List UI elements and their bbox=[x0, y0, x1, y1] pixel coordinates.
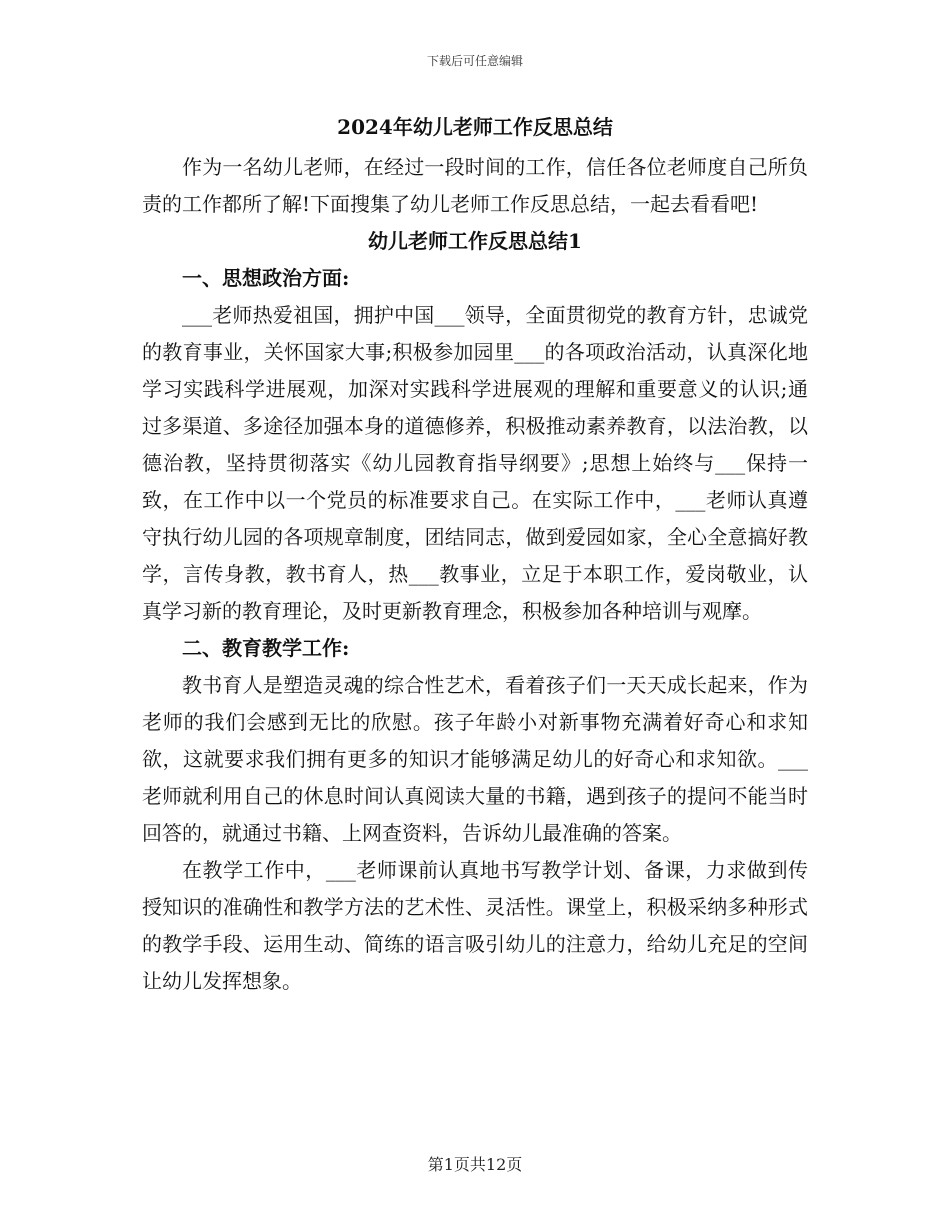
header-note: 下载后可任意编辑 bbox=[426, 54, 523, 68]
intro-paragraph: 作为一名幼儿老师，在经过一段时间的工作，信任各位老师度自己所负责的工作都所了解!下面搜集了幼儿老师工作反思总结，一起去看看吧! bbox=[142, 155, 808, 216]
section-subtitle: 幼儿老师工作反思总结1 bbox=[368, 229, 582, 253]
document-body bbox=[142, 113, 808, 1000]
paragraph-teaching-2: 在教学工作中，___老师课前认真地书写教学计划、备课，力求做到传授知识的准确性和教学方法的艺术性、灵活性。课堂上，积极采纳多种形式的教学手段、运用生动、简练的语言吸引幼儿的注意力，给幼儿充足的空间让幼儿发挥想象。 bbox=[142, 858, 808, 993]
section-heading-ideology: 一、思想政治方面: bbox=[182, 266, 350, 290]
section-heading-teaching: 二、教育教学工作: bbox=[182, 636, 350, 660]
paragraph-ideology: ___老师热爱祖国，拥护中国___领导，全面贯彻党的教育方针，忠诚党的教育事业，关怀国家大事;积极参加园里___的各项政治活动，认真深化地学习实践科学进展观，加深对实践科学进展观的理解和重要意义的认识;通过多渠道、多途径加强本身的道德修养，积极推动素养教育，以法治教，以德治教，坚持贯彻落实《幼儿园教育指导纲要》;思想上始终与___保持一致，在工作中以一个党员的标准要求自己。在实际工作中，___老师认真遵守执行幼儿园的各项规章制度，团结同志，做到爱园如家，全心全意搞好教学，言传身教，教书育人，热___教事业，立足于本职工作，爱岗敬业，认真学习新的教育理论，及时更新教育理念，积极参加各种培训与观摩。 bbox=[142, 303, 808, 623]
page-number: 第1页共12页 bbox=[427, 1155, 523, 1174]
paragraph-teaching-1: 教书育人是塑造灵魂的综合性艺术，看着孩子们一天天成长起来，作为老师的我们会感到无比的欣慰。孩子年龄小对新事物充满着好奇心和求知欲，这就要求我们拥有更多的知识才能够满足幼儿的好奇心和求知欲。___老师就利用自己的休息时间认真阅读大量的书籍，遇到孩子的提问不能当时回答的，就通过书籍、上网查资料，告诉幼儿最准确的答案。 bbox=[142, 673, 808, 845]
document-title: 2024年幼儿老师工作反思总结 bbox=[337, 115, 613, 139]
